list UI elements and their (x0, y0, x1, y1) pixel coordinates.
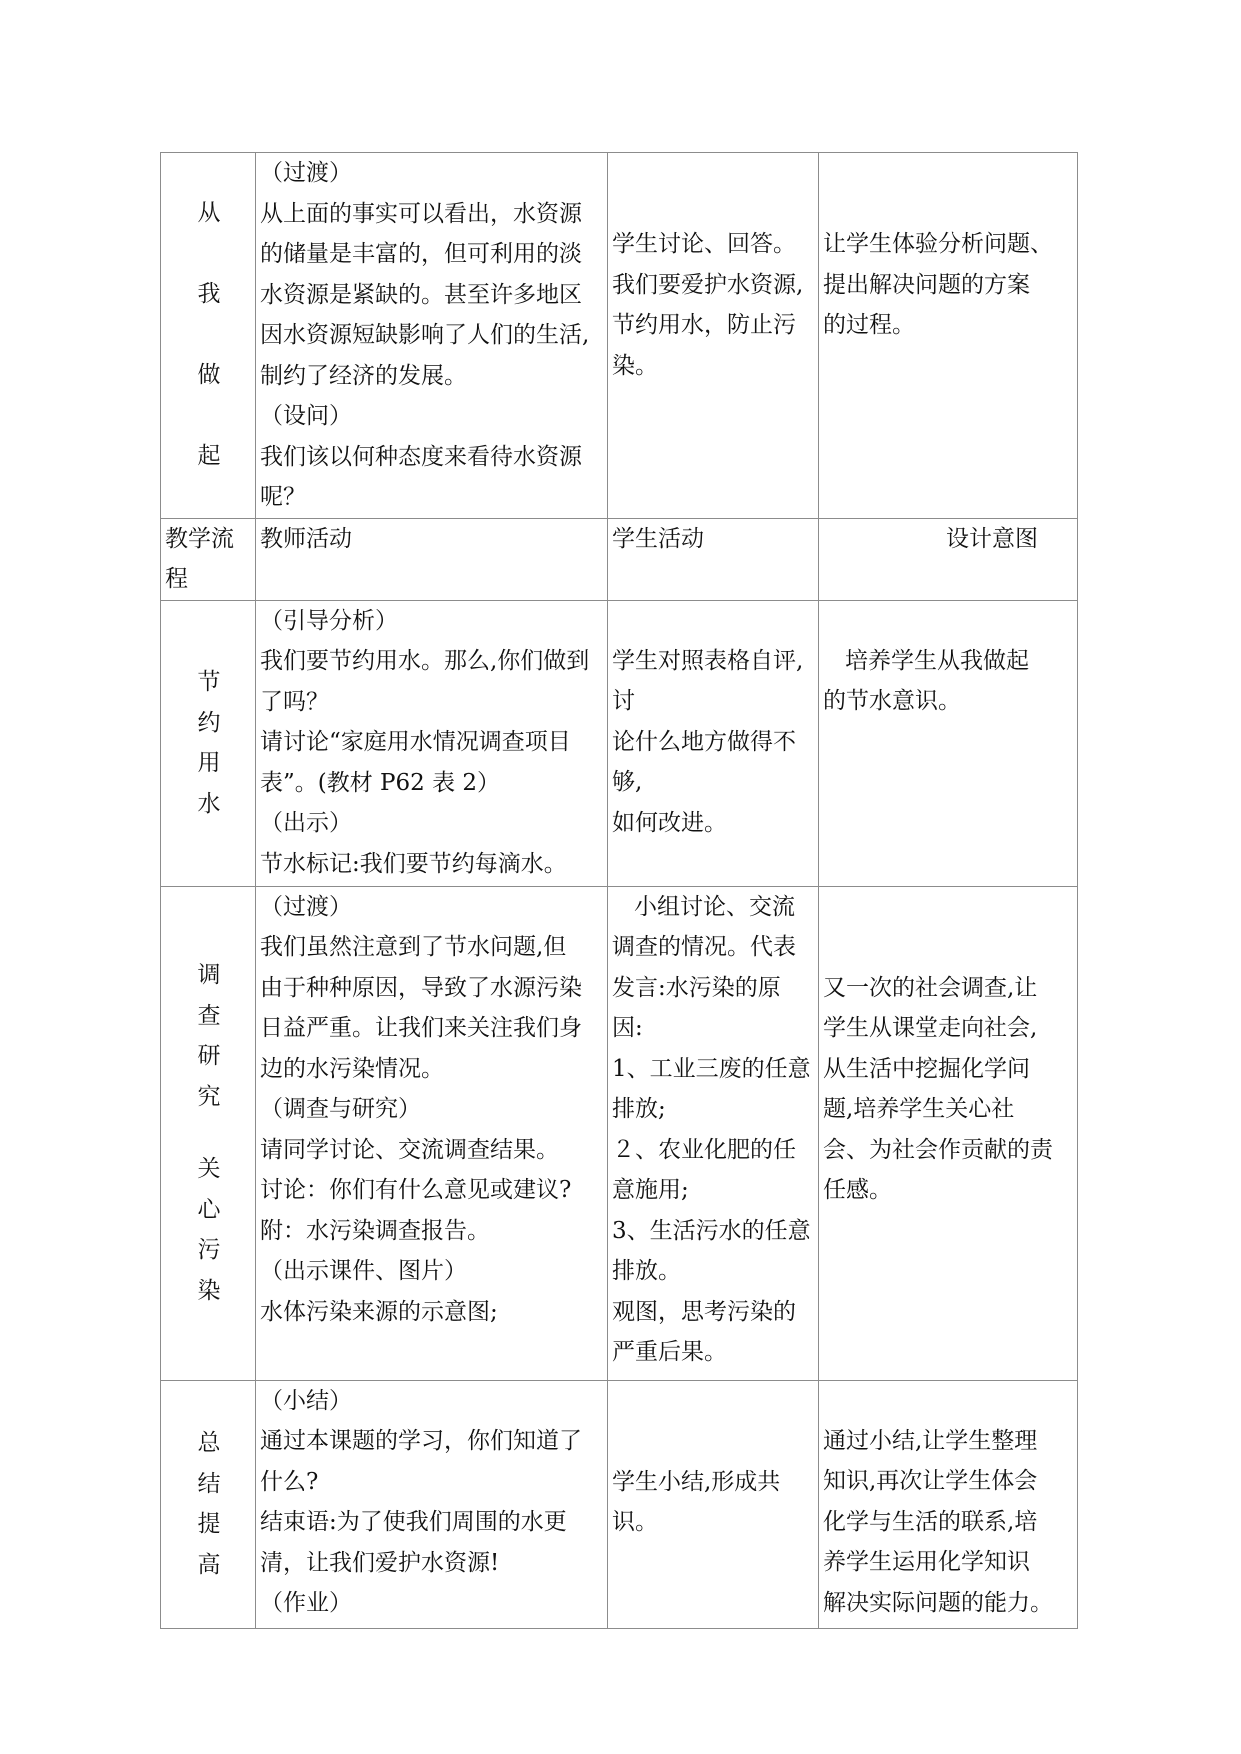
teacher-line: （小结） (260, 1387, 352, 1414)
student-line: 调查的情况。代表 (612, 934, 796, 960)
student-line: 1、工业三废的任意 (612, 1055, 811, 1082)
stage-char: 结 (197, 1470, 221, 1497)
student-line: 学生对照表格自评, (612, 647, 804, 674)
student-activity-cell (608, 1380, 819, 1628)
teacher-line: 制约了经济的发展。 (260, 362, 467, 389)
teacher-activity-cell (256, 886, 608, 1380)
student-line: 如何改进。 (612, 809, 727, 836)
stage-cell (161, 600, 256, 886)
intent-line: 学生从课堂走向社会, (823, 1015, 1038, 1041)
intent-line: 通过小结,让学生整理 (823, 1427, 1038, 1454)
intent-line: 从生活中挖掘化学问 (823, 1055, 1030, 1082)
header-stage: 教学流程 (161, 518, 256, 600)
design-intent-cell (819, 1380, 1078, 1628)
stage-char: 研 (197, 1043, 221, 1069)
teacher-line: 什么? (260, 1468, 319, 1495)
table-row (161, 153, 1078, 519)
student-line: 够, (612, 769, 643, 795)
student-line: 讨 (612, 688, 635, 714)
teacher-line: 由于种种原因，导致了水源污染 (260, 974, 582, 1001)
stage-char: 提 (197, 1511, 221, 1537)
stage-char: 高 (197, 1551, 221, 1578)
stage-char: 调 (197, 962, 221, 988)
intent-line: 养学生运用化学知识 (823, 1549, 1030, 1575)
student-line: 观图，思考污染的 (612, 1298, 796, 1325)
teacher-line: 我们要节约用水。那么,你们做到 (260, 648, 590, 674)
student-line: 论什么地方做得不 (612, 728, 796, 755)
student-line: 排放; (612, 1096, 666, 1122)
teacher-line: 请讨论“家庭用水情况调查项目 (260, 729, 571, 755)
stage-char: 总 (197, 1430, 221, 1456)
student-line: 小组讨论、交流 (634, 893, 795, 920)
teacher-line: （过渡） (260, 160, 352, 186)
teacher-line: （设问） (260, 403, 352, 429)
student-activity-cell (608, 153, 819, 519)
student-line: 学生小结,形成共 (612, 1468, 781, 1495)
teacher-activity-cell (256, 153, 608, 519)
table-row (161, 1380, 1078, 1628)
lesson-plan-page (160, 152, 1077, 1629)
student-activity-cell (608, 886, 819, 1380)
header-teacher: 教师活动 (256, 518, 608, 600)
student-line: 发言:水污染的原 (612, 974, 781, 1001)
stage-char: 污 (197, 1237, 221, 1263)
teacher-line: 因水资源短缺影响了人们的生活, (260, 322, 590, 348)
student-line: 排放。 (612, 1258, 681, 1284)
teacher-activity-cell (256, 1380, 608, 1628)
teacher-line: 我们虽然注意到了节水问题,但 (260, 934, 567, 960)
teacher-line: （出示课件、图片） (260, 1258, 467, 1284)
stage-char: 约 (197, 709, 221, 736)
teacher-line: 呢？ (260, 484, 306, 510)
teacher-line: 结束语:为了使我们周围的水更 (260, 1509, 567, 1535)
intent-line: 培养学生从我做起 (845, 647, 1029, 674)
stage-char-spacer (165, 1117, 253, 1149)
intent-line: 知识,再次让学生体会 (823, 1468, 1038, 1494)
intent-line: 解决实际问题的能力。 (823, 1589, 1053, 1616)
teacher-line: 边的水污染情况。 (260, 1055, 444, 1082)
stage-char: 做 (197, 362, 221, 389)
student-line: 节约用水，防止污 (612, 312, 796, 338)
teacher-line: （过渡） (260, 893, 352, 920)
table-header-row (161, 518, 1078, 600)
stage-char: 我 (197, 281, 221, 308)
stage-char: 从 (197, 200, 221, 227)
intent-line: 提出解决问题的方案 (823, 271, 1030, 298)
stage-cell (161, 886, 256, 1380)
intent-line: 的过程。 (823, 312, 915, 338)
teacher-activity-cell (256, 600, 608, 886)
intent-line: 的节水意识。 (823, 688, 961, 714)
header-student: 学生活动 (608, 518, 819, 600)
teacher-line: 附：水污染调查报告。 (260, 1217, 490, 1244)
intent-line: 化学与生活的联系,培 (823, 1508, 1038, 1535)
intent-line: 让学生体验分析问题、 (823, 231, 1053, 257)
teacher-line: 讨论：你们有什么意见或建议? (260, 1177, 572, 1203)
design-intent-cell (819, 886, 1078, 1380)
teacher-line: （作业） (260, 1590, 352, 1616)
lesson-plan-table (160, 152, 1078, 1629)
stage-char: 水 (197, 790, 221, 817)
teacher-line: 通过本课题的学习，你们知道了 (260, 1428, 582, 1454)
intent-line: 会、为社会作贡献的责 (823, 1136, 1053, 1163)
student-line: 意施用; (612, 1177, 689, 1203)
teacher-line: 表”。(教材 P62 表 2） (260, 769, 501, 796)
teacher-line: 节水标记:我们要节约每滴水。 (260, 850, 567, 877)
intent-line: 题,培养学生关心社 (823, 1096, 1015, 1122)
stage-cell (161, 1380, 256, 1628)
stage-cell (161, 153, 256, 519)
student-line: ２、农业化肥的任 (612, 1136, 796, 1163)
stage-char: 起 (197, 443, 221, 470)
teacher-line: 从上面的事实可以看出，水资源 (260, 200, 582, 227)
intent-line: 任感。 (823, 1177, 892, 1203)
teacher-line: 清，让我们爱护水资源! (260, 1549, 500, 1576)
stage-char: 查 (197, 1002, 221, 1029)
student-line: 学生讨论、回答。 (612, 231, 796, 257)
design-intent-cell (819, 153, 1078, 519)
student-line: 我们要爱护水资源, (612, 271, 804, 298)
teacher-line: 水资源是紧缺的。甚至许多地区 (260, 281, 582, 308)
stage-char: 用 (197, 750, 221, 776)
teacher-line: 日益严重。让我们来关注我们身 (260, 1015, 582, 1041)
teacher-line: 请同学讨论、交流调查结果。 (260, 1136, 559, 1163)
teacher-line: （出示） (260, 810, 352, 836)
student-line: 染。 (612, 352, 658, 379)
stage-char: 关 (197, 1156, 221, 1182)
teacher-line: 水体污染来源的示意图; (260, 1298, 498, 1325)
student-line: 3、生活污水的任意 (612, 1217, 811, 1244)
student-activity-cell (608, 600, 819, 886)
stage-char: 节 (197, 669, 221, 695)
table-row (161, 886, 1078, 1380)
table-row (161, 600, 1078, 886)
stage-char: 染 (197, 1277, 221, 1304)
teacher-line: （引导分析） (260, 607, 398, 634)
design-intent-cell (819, 600, 1078, 886)
teacher-line: 了吗？ (260, 688, 329, 715)
teacher-line: 的储量是丰富的，但可利用的淡 (260, 241, 582, 267)
header-intent: 设计意图 (819, 518, 1078, 600)
stage-char: 心 (197, 1196, 221, 1223)
teacher-line: 我们该以何种态度来看待水资源 (260, 443, 582, 470)
student-line: 识。 (612, 1509, 658, 1535)
stage-char: 究 (197, 1083, 221, 1110)
student-line: 严重后果。 (612, 1339, 727, 1365)
intent-line: 又一次的社会调查,让 (823, 974, 1038, 1001)
student-line: 因: (612, 1015, 643, 1041)
teacher-line: （调查与研究） (260, 1096, 421, 1122)
